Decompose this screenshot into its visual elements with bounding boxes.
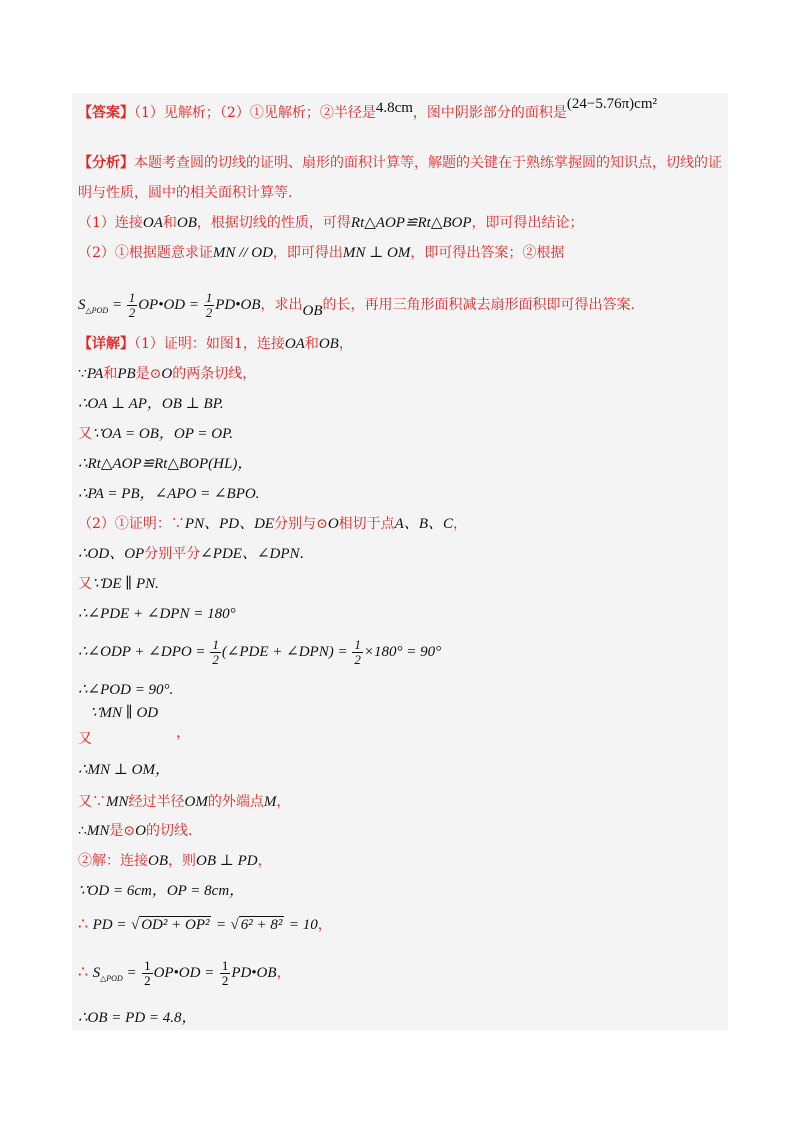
frac-den: 2 xyxy=(144,972,151,988)
detail-line-17 xyxy=(78,851,272,871)
detail-9b: ∵DE ∥ PN. xyxy=(92,576,159,592)
frac-den: 2 xyxy=(128,305,136,321)
detail-7g: ， xyxy=(453,516,468,532)
frac-num: 1 xyxy=(221,957,229,973)
frac-num: 1 xyxy=(354,637,361,653)
analysis-text-1: 本题考查圆的切线的证明、扇形的面积计算等，解题的关键在于熟练掌握圆的知识点，切线的证 xyxy=(134,155,722,171)
sqrt-2-radicand: 6² + 8² xyxy=(240,917,283,933)
analysis-5d: 的长，再用三角形面积减去扇形面积即可得出答案. xyxy=(322,297,635,313)
detail-2e: 是⊙ xyxy=(135,366,162,382)
detail-15g: ， xyxy=(276,794,291,810)
detail-17d: OB ⊥ PD xyxy=(196,853,258,869)
detail-line-1 xyxy=(78,334,353,354)
detail-13b: ∵MN ∥ OD xyxy=(90,705,159,721)
detail-2a: ∵ xyxy=(78,366,87,382)
detail-11b: (∠PDE + ∠DPN) = xyxy=(221,644,348,660)
detail-line-14: ∴MN ⊥ OM， xyxy=(78,762,170,778)
detail-line-2 xyxy=(78,364,256,384)
detail-line-10: ∴∠PDE + ∠DPN = 180° xyxy=(78,606,236,622)
detail-1b: OA xyxy=(284,336,305,352)
analysis-3g: ，即可得出结论； xyxy=(471,215,584,231)
detail-line-13 xyxy=(78,705,190,748)
detail-7a: （2）①证明：∵ xyxy=(78,516,185,532)
analysis-4a: （2）①根据题意求证 xyxy=(78,245,213,261)
detail-line-6: ∴PA = PB，∠APO = ∠BPO. xyxy=(78,486,260,502)
op-od: OP•OD xyxy=(138,297,186,313)
sqrt-1-radicand: OD² + OP² xyxy=(141,917,210,933)
detail-16b: MN xyxy=(86,823,110,839)
detail-20d: ， xyxy=(276,965,291,981)
frac-num: 1 xyxy=(205,290,213,306)
analysis-3f: Rt△AOP≌Rt△BOP xyxy=(350,215,472,231)
frac-num: 1 xyxy=(212,637,219,653)
detail-line-9 xyxy=(78,574,159,594)
frac-den: 2 xyxy=(205,305,213,321)
detail-19d: ， xyxy=(317,917,332,933)
detail-15b: MN xyxy=(106,794,129,810)
detail-line-5: ∴Rt△AOP≌Rt△BOP(HL)， xyxy=(78,456,253,472)
frac-den: 2 xyxy=(354,652,361,668)
fraction-half-4 xyxy=(352,638,363,667)
detail-2d: PB xyxy=(117,366,136,382)
analysis-4b: MN // OD xyxy=(212,245,273,261)
detail-8a: ∴OD、OP xyxy=(78,546,145,562)
answer-text-2: ，图中阴影部分的面积是 xyxy=(412,105,567,121)
detail-7c: 分别与⊙ xyxy=(274,516,328,532)
detail-line-19 xyxy=(78,908,332,941)
eq-sign-3: = xyxy=(215,917,227,933)
detail-17a: ②解：连接 xyxy=(78,853,148,869)
analysis-4c: ，即可得出 xyxy=(272,245,343,261)
analysis-5-formula xyxy=(78,290,261,321)
detail-15a: 又∵ xyxy=(78,794,106,810)
analysis-line-2 xyxy=(78,183,292,203)
detail-15e: 的外端点 xyxy=(207,794,264,810)
analysis-line-3 xyxy=(78,213,584,233)
detail-16e: 的切线. xyxy=(146,823,193,839)
s-subscript: △POD xyxy=(85,306,109,315)
analysis-3b: OA xyxy=(142,215,163,231)
detail-line-20 xyxy=(78,954,291,997)
detail-8c: ∠PDE、∠DPN xyxy=(200,546,300,562)
detail-20c: PD•OB xyxy=(231,965,277,981)
detail-17b: OB xyxy=(148,853,168,869)
detail-20b: OP•OD = xyxy=(153,965,215,981)
detail-line-8 xyxy=(78,544,304,564)
detail-label: 【详解】 xyxy=(78,336,134,352)
analysis-label: 【分析】 xyxy=(78,155,134,171)
analysis-line-5 xyxy=(78,288,635,328)
detail-16a: ∴ xyxy=(78,823,87,839)
detail-17e: ， xyxy=(257,853,272,869)
s-tri-2 xyxy=(93,965,137,981)
detail-13a: 又 xyxy=(78,731,92,747)
eq-sign-4: = xyxy=(126,965,137,981)
sqrt-1: √ OD² + OP² xyxy=(130,917,210,933)
detail-line-12: ∴∠POD = 90°. xyxy=(78,682,174,698)
detail-11c: ×180° = 90° xyxy=(363,644,442,660)
detail-line-11 xyxy=(78,634,441,670)
detail-1d: OB xyxy=(318,336,339,352)
analysis-4e: ，即可得出答案；②根据 xyxy=(410,245,565,261)
detail-line-15 xyxy=(78,792,290,812)
detail-15d: OM xyxy=(184,794,208,810)
analysis-3e: ，根据切线的性质，可得 xyxy=(196,215,351,231)
detail-19b: PD = xyxy=(92,917,127,933)
detail-line-4 xyxy=(78,424,233,444)
fraction-half xyxy=(127,291,138,320)
answer-line xyxy=(78,96,658,123)
detail-13c: ， xyxy=(176,725,190,741)
frac-den: 2 xyxy=(212,652,219,668)
detail-19a: ∴ xyxy=(78,914,89,933)
detail-line-18: ∵OD = 6cm，OP = 8cm， xyxy=(78,883,245,899)
detail-7f: A、B、C xyxy=(394,516,454,532)
analysis-line-4 xyxy=(78,243,564,263)
detail-line-21: ∴OB = PD = 4.8， xyxy=(78,1010,197,1026)
detail-11a: ∴∠ODP + ∠DPO = xyxy=(78,644,206,660)
frac-num: 1 xyxy=(128,290,136,306)
detail-8d: . xyxy=(299,546,304,562)
analysis-text-2: 明与性质，圆中的相关面积计算等. xyxy=(78,185,293,201)
detail-8b: 分别平分 xyxy=(144,546,201,562)
detail-2c: 和 xyxy=(103,366,118,382)
frac-den: 2 xyxy=(221,972,229,988)
s-symbol: S xyxy=(78,297,86,313)
detail-16c: 是⊙ xyxy=(109,823,136,839)
eq-sign-2: = xyxy=(188,297,200,313)
answer-area: (24−5.76π)cm² xyxy=(566,96,658,112)
answer-text-1: （1）见解析；（2）①见解析；②半径是 xyxy=(134,105,376,121)
analysis-line-1 xyxy=(78,153,722,173)
detail-17c: ，则 xyxy=(168,853,196,869)
detail-19c: = 10 xyxy=(288,917,318,933)
detail-7e: 相切于点 xyxy=(338,516,395,532)
sqrt-2: √ 6² + 8² xyxy=(230,917,283,933)
detail-9a: 又 xyxy=(78,576,92,592)
analysis-3a: （1）连接 xyxy=(78,215,143,231)
detail-line-16 xyxy=(78,821,192,841)
analysis-5b: ，求出 xyxy=(260,297,303,313)
fraction-half-6 xyxy=(220,959,231,988)
detail-4b: ∵OA = OB，OP = OP. xyxy=(92,426,234,442)
detail-15f: M xyxy=(263,794,277,810)
detail-4a: 又 xyxy=(78,426,92,442)
fraction-half-2 xyxy=(204,291,215,320)
eq-sign: = xyxy=(111,297,122,313)
detail-1e: ， xyxy=(338,336,353,352)
detail-1a: （1）证明：如图1，连接 xyxy=(134,336,285,352)
answer-radius: 4.8cm xyxy=(375,100,413,116)
detail-2b: PA xyxy=(86,366,104,382)
detail-15c: 经过半径 xyxy=(128,794,185,810)
detail-16d: O xyxy=(135,823,146,839)
fraction-half-5 xyxy=(142,959,153,988)
detail-2f: O xyxy=(161,366,173,382)
fraction-half-3 xyxy=(210,638,221,667)
analysis-3d: OB xyxy=(176,215,197,231)
analysis-5c: OB xyxy=(302,303,323,319)
detail-line-7 xyxy=(78,514,467,534)
detail-2g: 的两条切线， xyxy=(172,366,257,382)
frac-num: 1 xyxy=(144,957,151,973)
analysis-3c: 和 xyxy=(162,215,177,231)
analysis-4d: MN ⊥ OM xyxy=(342,245,411,261)
detail-1c: 和 xyxy=(304,336,319,352)
s-symbol: S xyxy=(92,965,101,981)
pd-ob: PD•OB xyxy=(215,297,261,313)
s-subscript: △POD xyxy=(100,974,123,983)
detail-20a: ∴ xyxy=(78,962,89,981)
detail-7d: O xyxy=(327,516,339,532)
detail-line-3: ∴OA ⊥ AP，OB ⊥ BP. xyxy=(78,396,224,412)
answer-label: 【答案】 xyxy=(78,105,134,121)
detail-7b: PN、PD、DE xyxy=(184,516,275,532)
